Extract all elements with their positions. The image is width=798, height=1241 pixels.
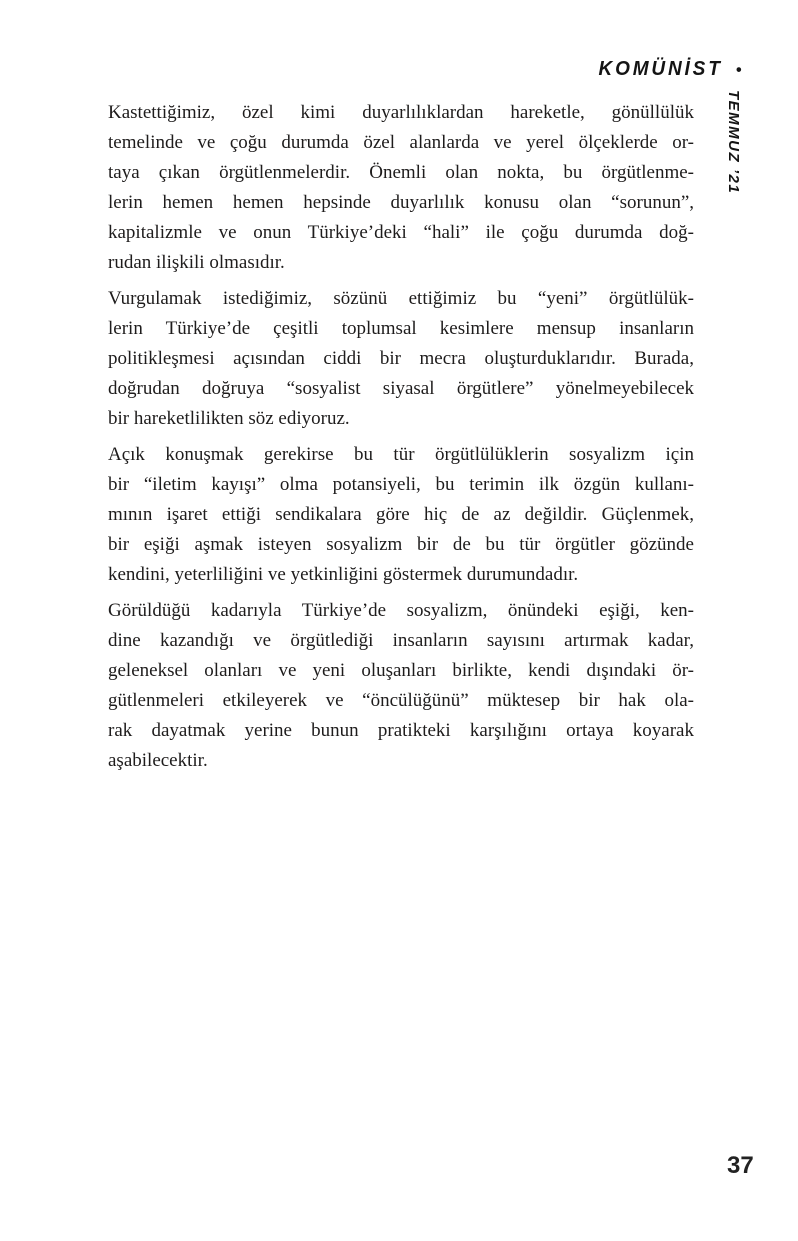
text-line: Görüldüğü kadarıyla Türkiye’de sosyalizm, önündeki eşiği, ken- bbox=[108, 600, 694, 621]
text-line: geleneksel olanları ve yeni oluşanları birlikte, kendi dışındaki ör- bbox=[108, 660, 694, 681]
page-header bbox=[599, 58, 742, 81]
text-line: aşabilecektir. bbox=[108, 750, 208, 771]
paragraph bbox=[108, 284, 694, 434]
text-line: Kastettiğimiz, özel kimi duyarlılıklardan hareketle, gönüllülük bbox=[108, 102, 694, 123]
text-line: politikleşmesi açısından ciddi bir mecra oluşturduklarıdır. Burada, bbox=[108, 348, 694, 369]
text-line: bir hareketlilikten söz ediyoruz. bbox=[108, 408, 350, 429]
text-line: kendini, yeterliliğini ve yetkinliğini göstermek durumundadır. bbox=[108, 564, 579, 585]
text-line: bir “iletim kayışı” olma potansiyeli, bu terimin ilk özgün kullanı- bbox=[108, 474, 694, 495]
article-body bbox=[108, 98, 694, 782]
text-line: mının işaret ettiği sendikalara göre hiç de az değildir. Güçlenmek, bbox=[108, 504, 694, 525]
text-line: Vurgulamak istediğimiz, sözünü ettiğimiz bu “yeni” örgütlülük- bbox=[108, 288, 694, 309]
text-line: kapitalizmle ve onun Türkiye’deki “hali” ile çoğu durumda doğ- bbox=[108, 222, 694, 243]
paragraph bbox=[108, 596, 694, 776]
page-number: 37 bbox=[727, 1152, 754, 1179]
text-line: lerin Türkiye’de çeşitli toplumsal kesimlere mensup insanların bbox=[108, 318, 694, 339]
text-line: gütlenmeleri etkileyerek ve “öncülüğünü” müktesep bir hak ola- bbox=[108, 690, 694, 711]
magazine-title: KOMÜNİST bbox=[598, 58, 724, 80]
text-line: Açık konuşmak gerekirse bu tür örgütlülüklerin sosyalizm için bbox=[108, 444, 694, 465]
text-line: doğrudan doğruya “sosyalist siyasal örgütlere” yönelmeyebilecek bbox=[108, 378, 694, 399]
text-line: rudan ilişkili olmasıdır. bbox=[108, 252, 285, 273]
text-line: lerin hemen hemen hepsinde duyarlılık konusu olan “sorunun”, bbox=[108, 192, 694, 213]
paragraph bbox=[108, 98, 694, 278]
bullet-separator-icon: • bbox=[736, 60, 742, 79]
text-line: temelinde ve çoğu durumda özel alanlarda ve yerel ölçeklerde or- bbox=[108, 132, 694, 153]
text-line: rak dayatmak yerine bunun pratikteki karşılığını ortaya koyarak bbox=[108, 720, 694, 741]
paragraph bbox=[108, 440, 694, 590]
text-line: bir eşiği aşmak isteyen sosyalizm bir de bu tür örgütler gözünde bbox=[108, 534, 694, 555]
issue-date-vertical: TEMMUZ ’21 bbox=[725, 90, 742, 195]
text-line: dine kazandığı ve örgütlediği insanların sayısını artırmak kadar, bbox=[108, 630, 694, 651]
text-line: taya çıkan örgütlenmelerdir. Önemli olan nokta, bu örgütlenme- bbox=[108, 162, 694, 183]
